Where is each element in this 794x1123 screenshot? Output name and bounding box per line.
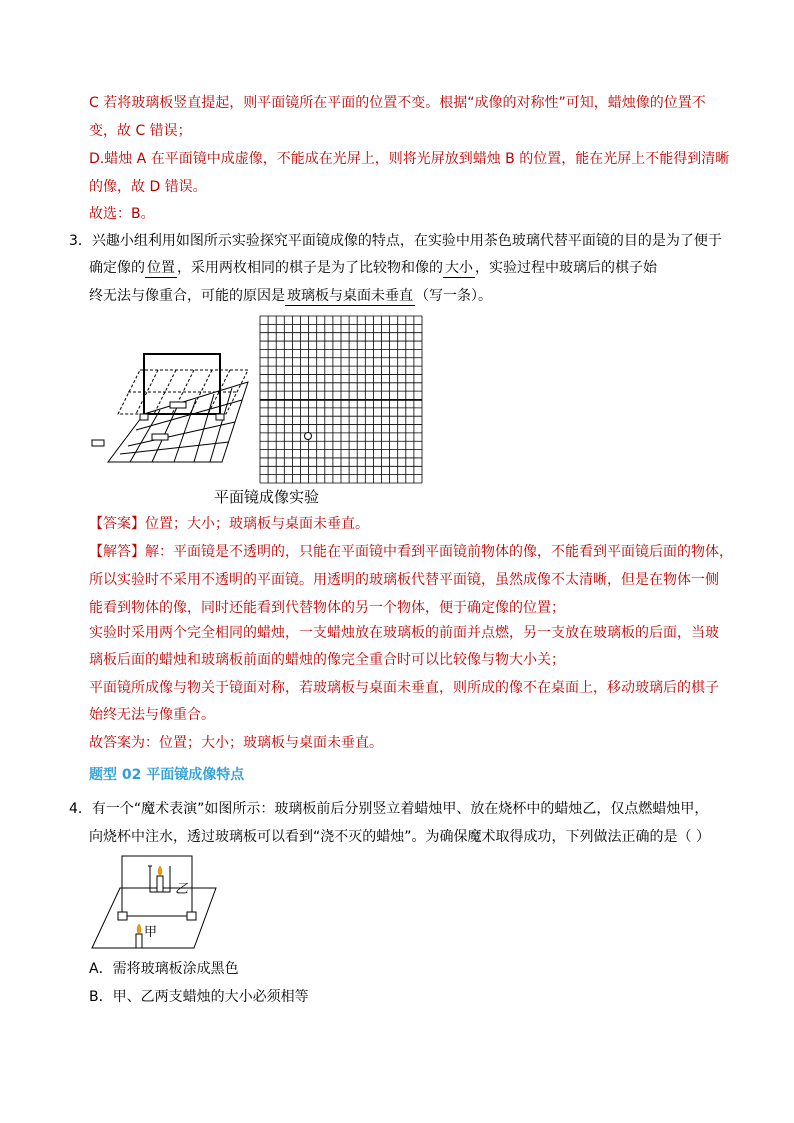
prev-solution-d-line1: D.蜡烛 A 在平面镜中成虚像，不能成在光屏上，则将光屏放到蜡烛 B 的位置，能在光屏上不能得到清晰: [89, 151, 730, 167]
label-yi: 乙: [175, 882, 189, 897]
solution-line4: 实验时采用两个完全相同的蜡烛，一支蜡烛放在玻璃板的前面并点燃，另一支放在玻璃板的后面，当玻: [89, 625, 719, 641]
option-a: A．需将玻璃板涂成黑色: [89, 961, 239, 977]
question-3-text-2b: ，采用两枚相同的棋子是为了比较物和像的: [177, 260, 443, 276]
flame-yi-icon: [158, 866, 162, 876]
section-title: 题型 02 平面镜成像特点: [89, 767, 245, 783]
flame-jia-icon: [137, 924, 141, 934]
prev-solution-d-line2: 的像，故 D 错误。: [89, 179, 207, 195]
grid-paper-figure: [260, 316, 422, 483]
question-3-line3: [89, 286, 492, 306]
magic-candle-figure: [90, 852, 225, 952]
solution-line7: 始终无法与像重合。: [89, 707, 215, 723]
solution-line3: 能看到物体的像，同时还能看到代替物体的另一个物体，便于确定像的位置；: [89, 600, 565, 616]
answer-tag: 【答案】: [89, 516, 145, 532]
answer-text: 位置；大小；玻璃板与桌面未垂直。: [145, 516, 369, 532]
answer-line: [89, 514, 369, 534]
prev-solution-choice: 故选：B。: [89, 206, 155, 222]
question-4-text-1: 有一个“魔术表演”如图所示：玻璃板前后分别竖立着蜡烛甲、放在烧杯中的蜡烛乙，仅点燃蜡烛甲，: [91, 801, 709, 817]
blank-3-answer: 玻璃板与桌面未垂直: [287, 288, 413, 304]
question-3-text-2a: 确定像的: [89, 260, 145, 276]
question-3-text-3b: （写一条）。: [415, 288, 492, 304]
question-3-line2: [89, 258, 657, 278]
figure-caption: 平面镜成像实验: [214, 488, 320, 506]
question-3-line1: [69, 231, 722, 251]
question-3-text-2c: ，实验过程中玻璃后的棋子始: [475, 260, 657, 276]
solution-line1: [89, 542, 733, 562]
question-4-number: 4．: [69, 801, 92, 817]
solution-text-1: 解：平面镜是不透明的，只能在平面镜中看到平面镜前物体的像，不能看到平面镜后面的物体，: [145, 544, 733, 560]
question-4-line2: 向烧杯中注水，透过玻璃板可以看到“浇不灭的蜡烛”。为确保魔术取得成功，下列做法正确的是（ ）: [89, 829, 710, 845]
prev-solution-c-line2: 变，故 C 错误；: [89, 123, 192, 139]
blank-2-answer: 大小: [445, 260, 473, 276]
chess-piece-marker: [305, 433, 312, 440]
question-3-text-3a: 终无法与像重合，可能的原因是: [89, 288, 285, 304]
solution-line6: 平面镜所成像与物关于镜面对称，若玻璃板与桌面未垂直，则所成的像不在桌面上，移动玻璃后的棋子: [89, 680, 719, 696]
question-3-number: 3．: [69, 233, 92, 249]
question-4-line1: [69, 799, 708, 819]
final-answer-line: 故答案为：位置；大小；玻璃板与桌面未垂直。: [89, 735, 383, 751]
solution-line5: 璃板后面的蜡烛和玻璃板前面的蜡烛的像完全重合时可以比较像与物大小关；: [89, 652, 565, 668]
question-3-text-1: 兴趣小组利用如图所示实验探究平面镜成像的特点，在实验中用茶色玻璃代替平面镜的目的是为了便于: [91, 233, 722, 249]
option-b: B．甲、乙两支蜡烛的大小必须相等: [89, 989, 309, 1005]
solution-line2: 所以实验时不采用不透明的平面镜。用透明的玻璃板代替平面镜，虽然成像不太清晰，但是在物体一侧: [89, 572, 719, 588]
solution-tag: 【解答】: [89, 544, 145, 560]
mirror-experiment-apparatus-figure: [90, 352, 260, 472]
prev-solution-c-line1: C 若将玻璃板竖直提起，则平面镜所在平面的位置不变。根据“成像的对称性”可知，蜡烛像的位置不: [89, 95, 706, 111]
label-jia: 甲: [144, 925, 158, 940]
blank-1-answer: 位置: [147, 260, 175, 276]
